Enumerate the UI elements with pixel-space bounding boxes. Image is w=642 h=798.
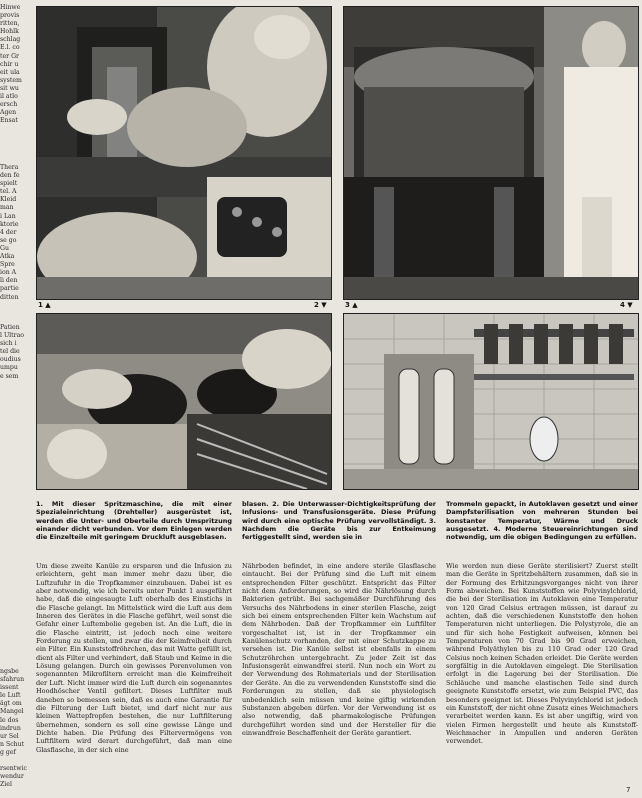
figure-1-label: 1 ▲ xyxy=(38,301,51,309)
edge-fragment-line: E.l. co xyxy=(0,44,20,52)
edge-fragment-line: le dos xyxy=(0,716,19,724)
body-column-2: Nährboden befindet, in eine andere sterile Glasflasche eintaucht. Bei der Prüfung sind die Luft mit einem entsprechenden Filter geschützt. Entspricht das Filter nicht dem Anforderungen, so wird die Nährlösung durch Bakterien getrübt. Bei sachgemäßer Durchführung des Versuchs des Nährbodens in einer sterilen Flasche, zeigt sich bei einem entsprechenden Filter kein Wachstum auf dem Nährboden. Daß der Tropfkammer ein Luftfilter vorgeschaltet ist, ist in der Tropfkammer ein Kanülenschutz vorhanden, der mit einer Schutzkappe zu versehen ist. Die Kanüle selbst ist ebenfalls in einem Schutzröhrchen untergebracht. Zu jeder Zeit ist das Infusionsgerät einwandfrei steril. Nun noch ein Wort zu der Verwendung des Rohmaterials und der Sterilisation der Geräte. An die zu verwendenden Kunststoffe sind die Forderungen zu stellen, daß sie physiologisch unbedenklich sein müssen und keine giftig wirkenden Substanzen abgeben dürfen. Vor der Verwendung ist es also notwendig, daß pharmakologische Prüfungen durchgeführt worden sind und der Hersteller für die einwandfreie Beschaffenheit der Geräte garantiert. xyxy=(242,562,436,737)
edge-fragment-line: ritten, xyxy=(0,20,20,28)
edge-fragment-line: g gef xyxy=(0,748,16,756)
edge-fragment-line: i Lan xyxy=(0,212,16,220)
edge-fragment-line: Hinwe xyxy=(0,4,21,11)
edge-fragment-line: den fe xyxy=(0,172,20,180)
edge-fragments-mid xyxy=(0,164,34,302)
edge-fragment-line: ägt om xyxy=(0,700,22,708)
edge-fragment-line: sit wu xyxy=(0,84,19,92)
photo-leak-test xyxy=(36,313,332,490)
edge-fragment-line: umpu xyxy=(0,364,18,372)
edge-fragment-line: l Ultrao xyxy=(0,332,24,340)
edge-fragment-line: rsentwic xyxy=(0,765,28,773)
body-column-1: Um diese zweite Kanüle zu ersparen und die Infusion zu erleichtern, geht man immer mehr dazu über, die Luftzufuhr in die Tropfkammer einzubauen. Dabei ist es aber notwendig, wie ich bereits unter Punkt 1 ausgeführt habe, daß die eingesaugte Luft oberhalb des Einstichs in die Flasche gelangt. Im Mittelstück wird die Luft aus dem Inneren des Gerätes in die Flasche geführt, weil sonst die Gefahr einer Luftembolie gegeben ist. An die Luft, die in die Flasche eintritt, ist jedoch noch eine weitere Forderung zu stellen, und zwar die der Keimfreiheit durch ein Filter. Ein Kunststoffröhrchen, das mit Watte gefüllt ist, dient als Filter und verhindert, daß Staub und Keime in die Lösung gelangen. Durch ein gewisses Porenvolumen von sogenannten Mikrofiltern erreicht man die Keimfreiheit der Luft. Nicht immer wird die Luft durch ein sogenanntes Hoodhöscher Ventil gefiltert. Dieses Luftfilter muß daneben so bemessen sein, daß es auch eine Garantie für die Filterung der Luft bietet, und darf nicht nur aus kleinen Wattepfropfen bestehen, die nur Luftfilterung übernehmen, sondern es soll eine gewisse Länge und Dichte haben. Die Prüfung des Filtervermögens von Luftfiltern wird derart durchgeführt, daß man eine Glasflasche, in der sich eine xyxy=(36,562,232,754)
edge-fragment-line: Thera xyxy=(0,164,19,171)
edge-fragment-line: ditten xyxy=(0,293,19,301)
edge-fragment-line: ngsbe xyxy=(0,668,19,675)
edge-fragment-line: spielt xyxy=(0,180,18,188)
edge-fragment-line: sich i xyxy=(0,340,17,348)
edge-fragment-line xyxy=(0,757,34,765)
edge-fragment-line: Ziel xyxy=(0,781,12,789)
edge-fragment-line: Mangel xyxy=(0,708,24,716)
photo-autoclave xyxy=(343,6,639,300)
edge-fragment-line: schlag xyxy=(0,36,21,44)
edge-fragment-line: 4 der xyxy=(0,228,17,236)
edge-fragment-line: se go xyxy=(0,236,17,244)
edge-fragment-line: Ensat xyxy=(0,117,18,125)
edge-fragment-line: sfahrun xyxy=(0,676,25,684)
caption-col-1: 1. Mit dieser Spritzmaschine, die mit einer Spezialeinrichtung (Drehteller) ausgerüstet ist, werden die Unter- und Oberteile durch Umspritzung einander dicht verbunden. Vor dem Einlegen werden die Einzelteile mit geringem Druckluft ausgeblasen. xyxy=(36,500,232,542)
edge-fragment-line: il atlo xyxy=(0,93,18,101)
edge-fragment-line: wendur xyxy=(0,773,24,781)
figure-3-label: 3 ▲ xyxy=(345,301,358,309)
edge-fragments-top xyxy=(0,4,34,125)
edge-fragment-line: man xyxy=(0,204,14,212)
edge-fragment-line: n Schut xyxy=(0,740,25,748)
edge-fragment-line: Agen xyxy=(0,109,17,117)
edge-fragment-line: ersch xyxy=(0,101,18,109)
edge-fragment-line: Gu xyxy=(0,244,9,252)
edge-fragment-line: li den xyxy=(0,277,18,285)
edge-fragment-line: indrun xyxy=(0,724,21,732)
page-number: 7 xyxy=(626,786,631,794)
edge-fragment-line: ter Gr xyxy=(0,52,19,60)
caption-col-2: blasen. 2. Die Unterwasser-Dichtigkeitsprüfung der Infusions- und Transfusionsgeräte. Diese Prüfung wird durch eine optische Prüfung vervollständigt. 3. Nachdem die Geräte bis zur Entkeimung fertiggestellt sind, werden sie in xyxy=(242,500,436,542)
edge-fragment-line: Hohlk xyxy=(0,28,19,36)
edge-fragment-line: le Luft xyxy=(0,692,21,700)
edge-fragments-bottom xyxy=(0,668,34,789)
edge-fragment-line: ion A xyxy=(0,269,17,277)
edge-fragment-line: Atka xyxy=(0,253,15,261)
edge-fragment-line: chir u xyxy=(0,60,19,68)
edge-fragment-line: tel. A xyxy=(0,188,17,196)
photo-injection-molding-machine xyxy=(36,6,332,300)
edge-fragment-line: issent xyxy=(0,684,19,692)
edge-fragment-line: Spre xyxy=(0,261,15,269)
edge-fragment-line: oudius xyxy=(0,356,21,364)
edge-fragment-line: ur Sel xyxy=(0,732,19,740)
edge-fragment-line: provis xyxy=(0,12,20,20)
edge-fragment-line: eit ula xyxy=(0,68,20,76)
edge-fragment-line: Patien xyxy=(0,324,20,331)
edge-fragment-line: Kleid xyxy=(0,196,17,204)
edge-fragment-line: tel die xyxy=(0,348,20,356)
figure-2-label: 2 ▼ xyxy=(314,301,327,309)
edge-fragment-line: ktorie xyxy=(0,220,19,228)
caption-col-3: Trommeln gepackt, in Autoklaven gesetzt und einer Dampfsterilisation von mehreren Stunden bei konstanter Temperatur, Wärme und Druck ausgesetzt. 4. Moderne Steuereinrichtungen sind notwendig, um die obigen Bedingungen zu erfüllen. xyxy=(446,500,638,542)
photo-control-equipment xyxy=(343,313,639,490)
edge-fragment-line: e sem xyxy=(0,372,19,380)
figure-4-label: 4 ▼ xyxy=(620,301,633,309)
edge-fragment-line: partie xyxy=(0,285,19,293)
body-column-3: Wie werden nun diese Geräte sterilisiert? Zuerst stellt man die Geräte in Spritzbehältern zusammen, daß sie in der Formung des Erhitzungsvorganges nicht von ihrer Form abweichen. Bei Kunststoffen wie Polyvinylchlorid, die bei der Sterilisation im Autoklaven eine Temperatur von 120 Grad Celsius ertragen müssen, ist darauf zu achten, daß die verschiedenen Kunststoffe den hohen Temperaturen nicht unterliegen. Die Polystyrole, die an und für sich hohe Festigkeit aufweisen, können bei Temperaturen von 70 Grad bis 90 Grad erweichen, während Polyäthylen bis zu 110 Grad oder 120 Grad Celsius noch keinen Schaden erleidet. Die Geräte werden sorgfältig in die Autoklaven eingelegt. Die Sterilisation erfolgt in die Lagerung bei der Sterilisation. Die Schläuche und manche elastischen Teile sind durch geeignete Kunststoffe ersetzt, wie zum Beispiel PVC, das besonders geeignet ist. Dieses Polyvinylchlorid ist jedoch ein Kunststoff, der nicht ohne Zusatz eines Weichmachers verarbeitet werden kann. Es ist aber ungiftig, wird von vielen Firmen hergestellt und heute als Kunststoff-Weichmacher in Ampullen und anderen Geräten verwendet. xyxy=(446,562,638,746)
edge-fragments-low xyxy=(0,324,34,381)
edge-fragment-line: system xyxy=(0,76,22,84)
